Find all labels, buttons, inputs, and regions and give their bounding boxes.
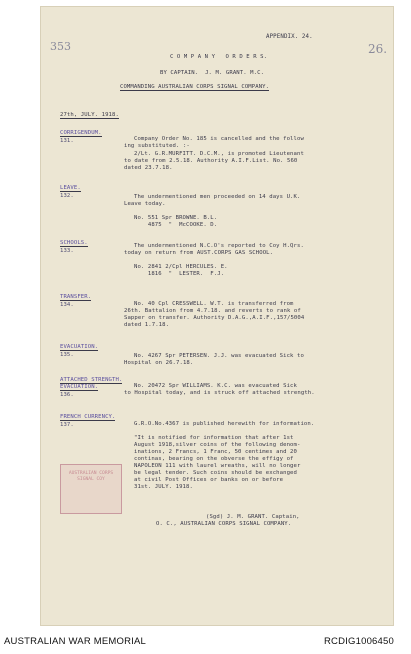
heading-leave: LEAVE. [60,185,81,191]
order-line: No. 551 Spr BROWNE. B.L. [134,215,218,221]
heading-transfer: TRANSFER. [60,294,92,300]
order-line: dated 23.7.18. [124,165,173,171]
heading-schools: SCHOOLS. [60,240,88,246]
order-line: The undermentioned N.C.O's reported to Coy H.Qrs. [134,243,304,249]
order-number: 136. [60,392,74,398]
order-line: dated 1.7.18. [124,322,170,328]
order-line: NAPOLEON 111 with laurel wreaths, will no longer [134,463,301,469]
footer-source: AUSTRALIAN WAR MEMORIAL [4,636,147,647]
order-line: 4875 " McCOOKE. D. [134,222,218,228]
stamp-line: AUSTRALIAN CORPS [68,471,114,476]
signature-name: (Sgd) J. M. GRANT. Captain, [206,514,300,520]
heading-corrigendum: CORRIGENDUM. [60,130,102,136]
order-line: The undermentioned men proceeded on 14 days U.K. [134,194,301,200]
order-line: be legal tender. Such coins should be exchanged [134,470,297,476]
order-line: "It is notified for information that after 1st [134,435,294,441]
order-line: No. 20472 Spr WILLIAMS. K.C. was evacuated Sick [134,383,297,389]
heading-evacuation: EVACUATION. [60,344,99,350]
order-number: 133. [60,248,74,254]
order-line: 26th. Battalion from 4.7.18. and reverts to rank of [124,308,301,314]
order-number: 137. [60,422,74,428]
order-number: 132. [60,193,74,199]
heading-attached-strength: ATTACHED STRENGTH. [60,377,123,383]
stamp-line: SIGNAL COY [77,477,105,482]
order-line: G.R.O.No.4367 is published herewith for information. [134,421,315,427]
order-line: 31st. JULY. 1918. [134,484,193,490]
order-line: today on return from AUST.CORPS GAS SCHOOL. [124,250,274,256]
order-line: Sapper on transfer. Authority D.A.G.,A.I.F.,157/5004 [124,315,305,321]
pencil-note-left: 353 [50,40,71,53]
pencil-note-right: 26. [368,42,388,56]
archive-stamp [60,464,122,514]
order-line: Leave today. [124,201,166,207]
order-line: Company Order No. 185 is cancelled and the follow [134,136,304,142]
order-line: at civil Post Offices or banks on or before [134,477,284,483]
issued-by: BY CAPTAIN. J. M. GRANT. M.C. [160,70,265,76]
signature-title: O. C., AUSTRALIAN CORPS SIGNAL COMPANY. [156,521,292,527]
document-title: C O M P A N Y O R D E R S. [170,54,268,60]
order-number: 131. [60,138,74,144]
order-line: 2/Lt. G.R.MURFITT. D.C.M., is promoted Lieutenant [134,151,304,157]
heading-evacuation-2: EVACUATION. [60,384,99,390]
order-line: to Hospital today, and is struck off attached strength. [124,390,315,396]
order-line: No. 40 Cpl CRESSWELL. W.T. is transferred from [134,301,294,307]
order-line: ing substituted. :- [124,143,190,149]
commanding-line: COMMANDING AUSTRALIAN CORPS SIGNAL COMPANY. [120,84,270,90]
order-line: No. 4267 Spr PETERSEN. J.J. was evacuated Sick to [134,353,304,359]
order-line: No. 2841 2/Cpl HERCULES. E. [134,264,228,270]
footer-id: RCDIG1006450 [324,636,394,647]
appendix-label: APPENDIX. 24. [266,34,313,40]
order-line: inations, 2 Francs, 1 Franc, 50 centimes and 20 [134,449,297,455]
order-number: 135. [60,352,74,358]
order-line: Hospital on 26.7.18. [124,360,194,366]
order-line: 1816 " LESTER. F.J. [134,271,225,277]
order-number: 134. [60,302,74,308]
heading-french-currency: FRENCH CURRENCY. [60,414,116,420]
order-date: 27th, JULY. 1918. [60,112,119,118]
order-line: August 1918,silver coins of the following denom- [134,442,301,448]
order-line: continas, bearing on the obverse the effigy of [134,456,294,462]
order-line: to date from 2.5.18. Authority A.I.F.List. No. 560 [124,158,298,164]
